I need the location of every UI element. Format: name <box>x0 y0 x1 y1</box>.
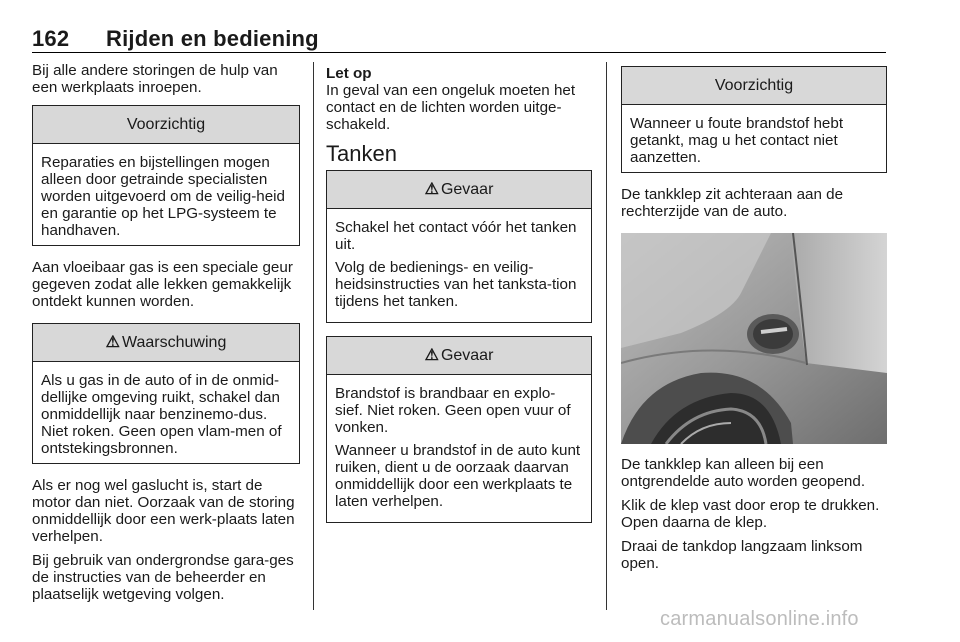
fuel-flap-photo <box>621 233 887 444</box>
box-title: Voorzichtig <box>33 106 299 144</box>
caution-box <box>621 66 887 173</box>
page-header <box>32 26 319 52</box>
box-title: Gevaar <box>440 181 494 198</box>
danger-box <box>326 336 592 523</box>
paragraph: Bij alle andere storingen de hulp van een werkplaats inroepen. <box>32 62 278 96</box>
warning-box <box>32 323 300 464</box>
column-3 <box>621 62 887 579</box>
paragraph: Draai de tankdop langzaam linksom open. <box>621 538 863 572</box>
box-title: Gevaar <box>440 347 494 364</box>
box-header <box>33 324 299 362</box>
box-text: Volg de bedienings- en veilig-heidsinstructies van het tanksta-tion tijdens het tanken. <box>335 259 577 310</box>
box-header <box>327 171 591 209</box>
column-1 <box>32 62 300 610</box>
car-rear-illustration <box>621 233 887 444</box>
caution-box <box>32 105 300 246</box>
box-header <box>327 337 591 375</box>
section-heading: Tanken <box>326 141 397 166</box>
danger-box <box>326 170 592 323</box>
column-divider <box>313 62 314 610</box>
box-text: Brandstof is brandbaar en explo-sief. Niet roken. Geen open vuur of vonken. <box>335 385 571 436</box>
warning-icon: ⚠ <box>424 347 439 364</box>
paragraph: Bij gebruik van ondergrondse gara-ges de instructies van de beheerder en plaatselijk wetgeving volgen. <box>32 552 294 603</box>
paragraph: Aan vloeibaar gas is een speciale geur gegeven zodat alle lekken gemakkelijk ontdekt kunnen worden. <box>32 259 293 310</box>
box-title: Voorzichtig <box>622 67 886 105</box>
warning-icon: ⚠ <box>424 181 439 198</box>
paragraph: De tankklep zit achteraan aan de rechterzijde van de auto. <box>621 186 844 220</box>
box-title: Waarschuwing <box>122 334 227 351</box>
box-text: Wanneer u foute brandstof hebt getankt, mag u het contact niet aanzetten. <box>630 115 844 166</box>
header-rule <box>32 52 886 53</box>
note-text: In geval van een ongeluk moeten het contact en de lichten worden uitge-schakeld. <box>326 82 576 133</box>
paragraph: Klik de klep vast door erop te drukken. Open daarna de klep. <box>621 497 880 531</box>
box-text: Reparaties en bijstellingen mogen alleen door getrainde specialisten worden uitgevoerd om de veilig-heid en garantie op het LPG-systeem te handhaven. <box>41 154 285 239</box>
page-title: Rijden en bediening <box>106 26 319 51</box>
column-2 <box>326 65 592 536</box>
watermark: carmanualsonline.info <box>660 608 859 630</box>
paragraph: Als er nog wel gaslucht is, start de motor dan niet. Oorzaak van de storing onmiddellijk door een werk-plaats laten verhelpen. <box>32 477 295 545</box>
box-text: Schakel het contact vóór het tanken uit. <box>335 219 577 253</box>
warning-icon: ⚠ <box>105 334 120 351</box>
paragraph: De tankklep kan alleen bij een ontgrendelde auto worden geopend. <box>621 456 866 490</box>
column-divider <box>606 62 607 610</box>
box-text: Wanneer u brandstof in de auto kunt ruiken, dient u de oorzaak daarvan onmiddellijk door een werkplaats te laten verhelpen. <box>335 442 581 510</box>
page-number: 162 <box>32 26 70 51</box>
note-title: Let op <box>326 65 372 82</box>
box-text: Als u gas in de auto of in de onmid-dellijke omgeving ruikt, schakel dan onmiddellijk naar benzinemo-dus. Niet roken. Geen open vlam-men of ontstekingsbronnen. <box>41 372 282 457</box>
